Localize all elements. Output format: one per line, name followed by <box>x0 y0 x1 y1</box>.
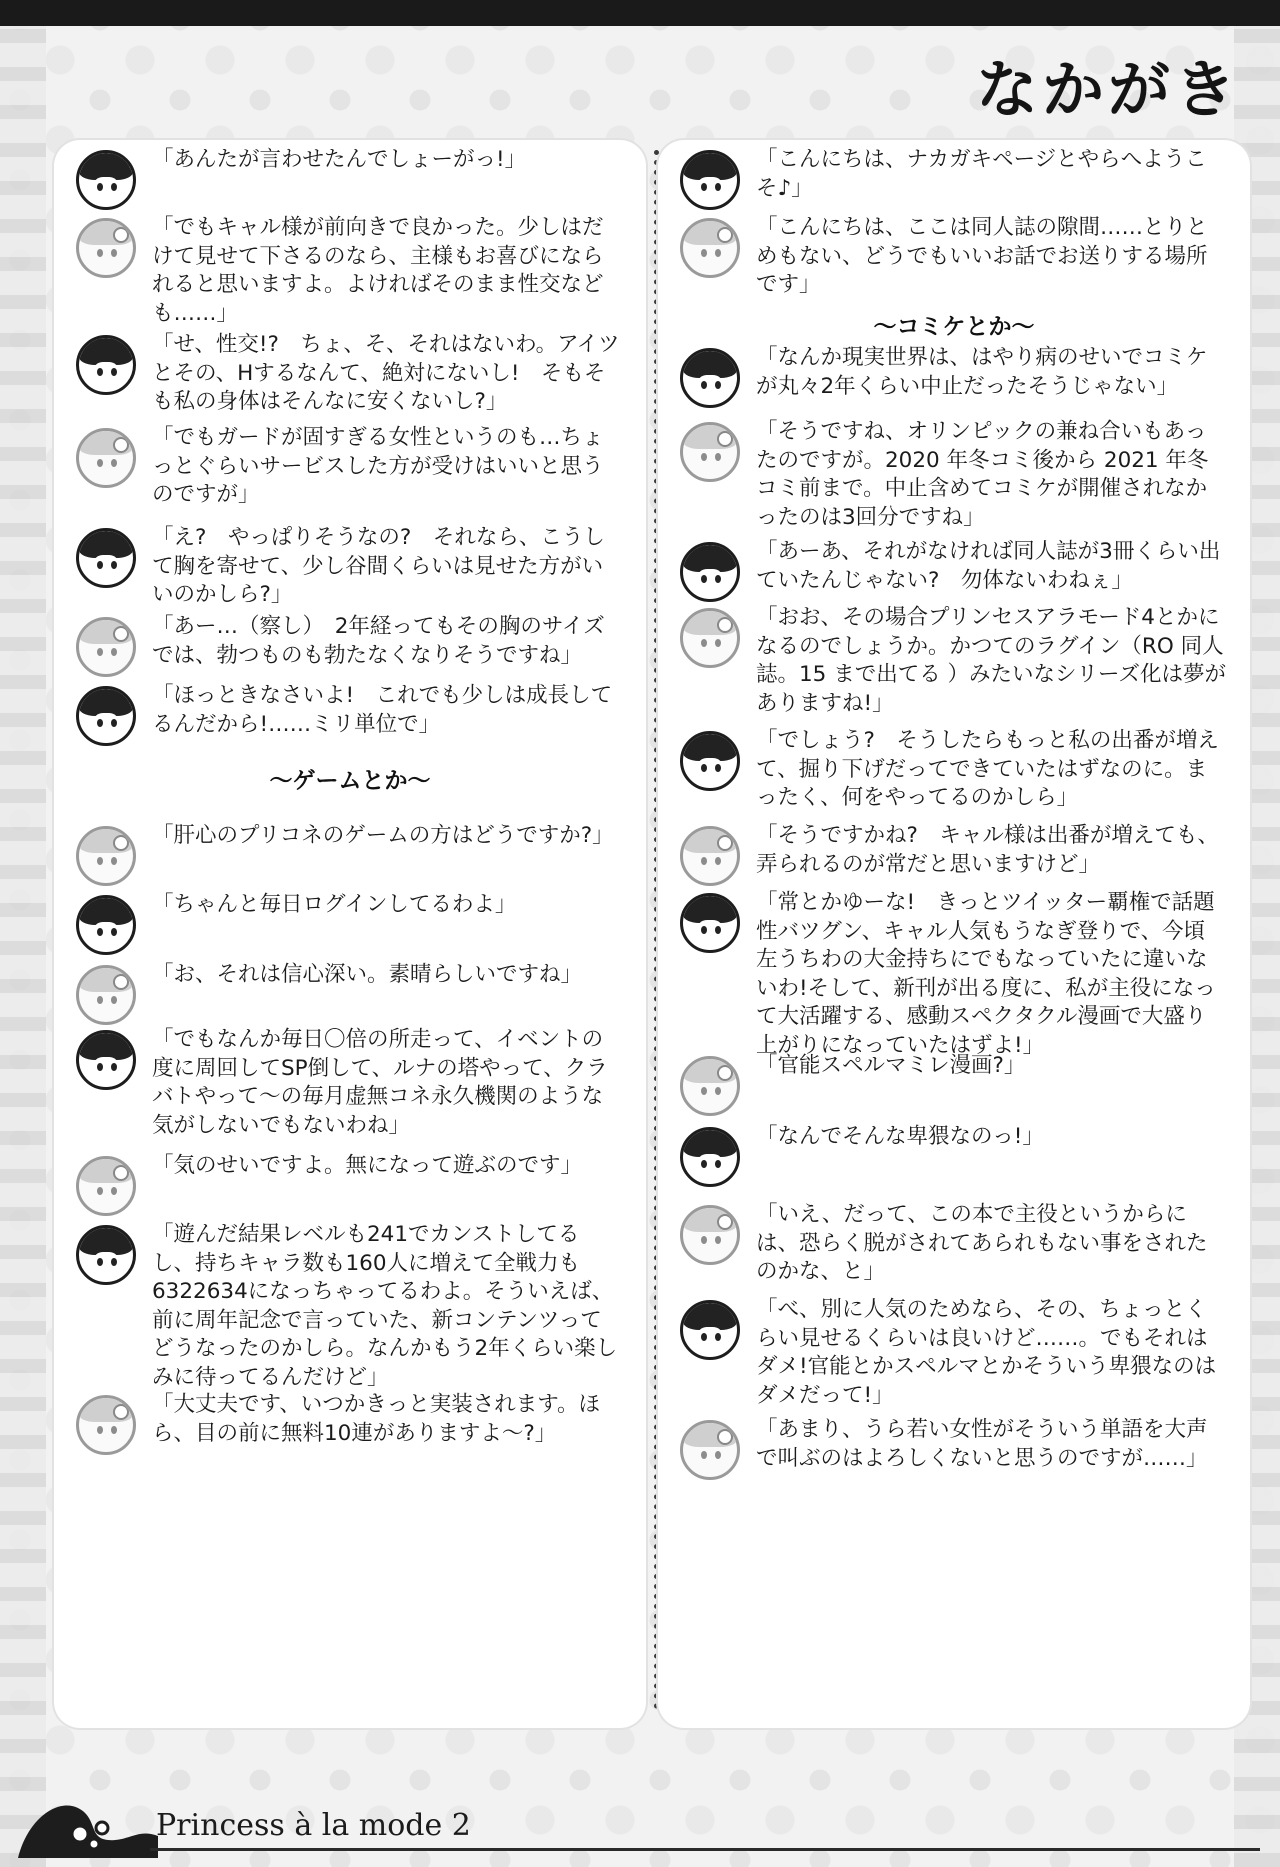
kokkoro-avatar-icon <box>76 1395 136 1455</box>
section-heading: 〜コミケとか〜 <box>873 314 1035 340</box>
dialogue-text: 「おお、その場合プリンセスアラモード4とかになるのでしょうか。かつてのラグイン（RO 同人誌。15 まで出てる ）みたいなシリーズ化は夢がありますね!」 <box>756 605 1226 716</box>
kokkoro-avatar-icon <box>680 1205 740 1265</box>
kyaru-avatar-icon <box>680 348 740 408</box>
footer <box>0 1770 1280 1867</box>
dialogue-text: 「ちゃんと毎日ログインしてるわよ」 <box>152 892 517 917</box>
kokkoro-avatar-icon <box>76 826 136 886</box>
dialogue-text: 「でもガードが固すぎる女性というのも…ちょっとぐらいサービスした方が受けはいいと思うのですが」 <box>152 425 604 507</box>
dialogue-text: 「いえ、だって、この本で主役というからには、恐らく脱がされてあられもない事をされたのかな、と」 <box>756 1202 1208 1284</box>
kyaru-avatar-icon <box>76 895 136 955</box>
left-ornament-band <box>0 26 46 1867</box>
dialogue-text: 「でしょう? そうしたらもっと私の出番が増えて、掘り下げだってできていたはずなのに。まったく、何をやってるのかしら」 <box>756 728 1219 810</box>
kokkoro-avatar-icon <box>680 1056 740 1116</box>
dialogue-text: 「お、それは信心深い。素晴らしいですね」 <box>152 962 583 987</box>
kokkoro-avatar-icon <box>76 617 136 677</box>
dialogue-text: 「ほっときなさいよ! これでも少しは成長してるんだから!……ミリ単位で」 <box>152 683 613 737</box>
right-dialogue-panel <box>658 140 1250 1728</box>
kokkoro-avatar-icon <box>76 218 136 278</box>
kyaru-avatar-icon <box>680 731 740 791</box>
section-heading: 〜ゲームとか〜 <box>269 768 431 794</box>
kyaru-avatar-icon <box>76 1225 136 1285</box>
dialogue-text: 「気のせいですよ。無になって遊ぶのです」 <box>152 1153 583 1178</box>
dialogue-text: 「そうですかね? キャル様は出番が増えても、弄られるのが常だと思いますけど」 <box>756 823 1219 877</box>
kokkoro-avatar-icon <box>76 428 136 488</box>
dialogue-text: 「そうですね、オリンピックの兼ね合いもあったのですが。2020 年冬コミ後から 2021 年冬コミ前まで。中止含めてコミケが開催されなかったのは3回分ですね」 <box>756 419 1209 530</box>
kyaru-avatar-icon <box>76 686 136 746</box>
kyaru-avatar-icon <box>680 1127 740 1187</box>
dialogue-text: 「え? やっぱりそうなの? それなら、こうして胸を寄せて、少し谷間くらいは見せた方がいいのかしら?」 <box>152 525 605 607</box>
dialogue-text: 「こんにちは、ナカガキページとやらへようこそ♪」 <box>756 147 1207 201</box>
kyaru-avatar-icon <box>680 542 740 602</box>
dialogue-text: 「でもなんか毎日〇倍の所走って、イベントの度に周回してSP倒して、ルナの塔やって、クラバトやって〜の毎月虚無コネ永久機関のような気がしないでもないわね」 <box>152 1027 608 1138</box>
kokkoro-avatar-icon <box>76 965 136 1025</box>
kyaru-avatar-icon <box>76 1030 136 1090</box>
footer-ornament-icon <box>18 1778 158 1858</box>
kyaru-avatar-icon <box>76 150 136 210</box>
dialogue-text: 「せ、性交!? ちょ、そ、それはないわ。アイツとその、Hするなんて、絶対にないし! そもそも私の身体はそんなに安くないし?」 <box>152 332 620 414</box>
footer-rule <box>150 1848 1260 1851</box>
kokkoro-avatar-icon <box>680 1420 740 1480</box>
dialogue-text: 「べ、別に人気のためなら、その、ちょっとくらい見せるくらいは良いけど……。でもそれはダメ!官能とかスペルマとかそういう卑猥なのはダメだって!」 <box>756 1297 1217 1408</box>
page-title: なかがき <box>975 53 1240 126</box>
dialogue-text: 「なんでそんな卑猥なのっ!」 <box>756 1124 1044 1149</box>
kyaru-avatar-icon <box>680 893 740 953</box>
left-dialogue-panel <box>54 140 646 1728</box>
dialogue-text: 「常とかゆーな! きっとツイッター覇権で話題性バツグン、キャル人気もうなぎ登りで、今頃左うちわの大金持ちにでもなっていたに違いないわ!そして、新刊が出る度に、私が主役になって大活躍する、感動スペクタクル漫画で大盛り上がりになっていたはずよ!」 <box>756 890 1216 1058</box>
dialogue-text: 「こんにちは、ここは同人誌の隙間……とりとめもない、どうでもいいお話でお送りする場所です」 <box>756 215 1208 297</box>
kokkoro-avatar-icon <box>76 1156 136 1216</box>
dialogue-text: 「あまり、うら若い女性がそういう単語を大声で叫ぶのはよろしくないと思うのですが……」 <box>756 1417 1208 1471</box>
dialogue-text: 「でもキャル様が前向きで良かった。少しはだけて見せて下さるのなら、主様もお喜びになられると思いますよ。よければそのまま性交なども……」 <box>152 215 604 326</box>
kokkoro-avatar-icon <box>680 608 740 668</box>
kyaru-avatar-icon <box>680 150 740 210</box>
footer-book-title: Princess à la mode 2 <box>156 1808 471 1843</box>
kokkoro-avatar-icon <box>680 826 740 886</box>
kyaru-avatar-icon <box>680 1300 740 1360</box>
kokkoro-avatar-icon <box>680 218 740 278</box>
dialogue-text: 「肝心のプリコネのゲームの方はどうですか?」 <box>152 823 614 848</box>
dialogue-text: 「あーあ、それがなければ同人誌が3冊くらい出ていたんじゃない? 勿体ないわねぇ」 <box>756 539 1221 593</box>
dialogue-text: 「大丈夫です、いつかきっと実装されます。ほら、目の前に無料10連がありますよ〜?」 <box>152 1392 601 1446</box>
dialogue-text: 「遊んだ結果レベルも241でカンストしてるし、持ちキャラ数も160人に増えて全戦力も6322634になっちゃってるわよ。そういえば、前に周年記念で言っていた、新コンテンツってどうなったのかしら。なんかもう2年くらい楽しみに待ってるんだけど」 <box>152 1222 618 1390</box>
dialogue-text: 「あんたが言わせたんでしょーがっ!」 <box>152 147 527 172</box>
dialogue-text: 「あー…（察し） 2年経ってもその胸のサイズでは、勃つものも勃たなくなりそうですね」 <box>152 614 605 668</box>
kyaru-avatar-icon <box>76 335 136 395</box>
top-edge <box>0 0 1280 26</box>
dialogue-text: 「官能スペルマミレ漫画?」 <box>756 1053 1026 1078</box>
kyaru-avatar-icon <box>76 528 136 588</box>
dialogue-text: 「なんか現実世界は、はやり病のせいでコミケが丸々2年くらい中止だったそうじゃない」 <box>756 345 1208 399</box>
kokkoro-avatar-icon <box>680 422 740 482</box>
